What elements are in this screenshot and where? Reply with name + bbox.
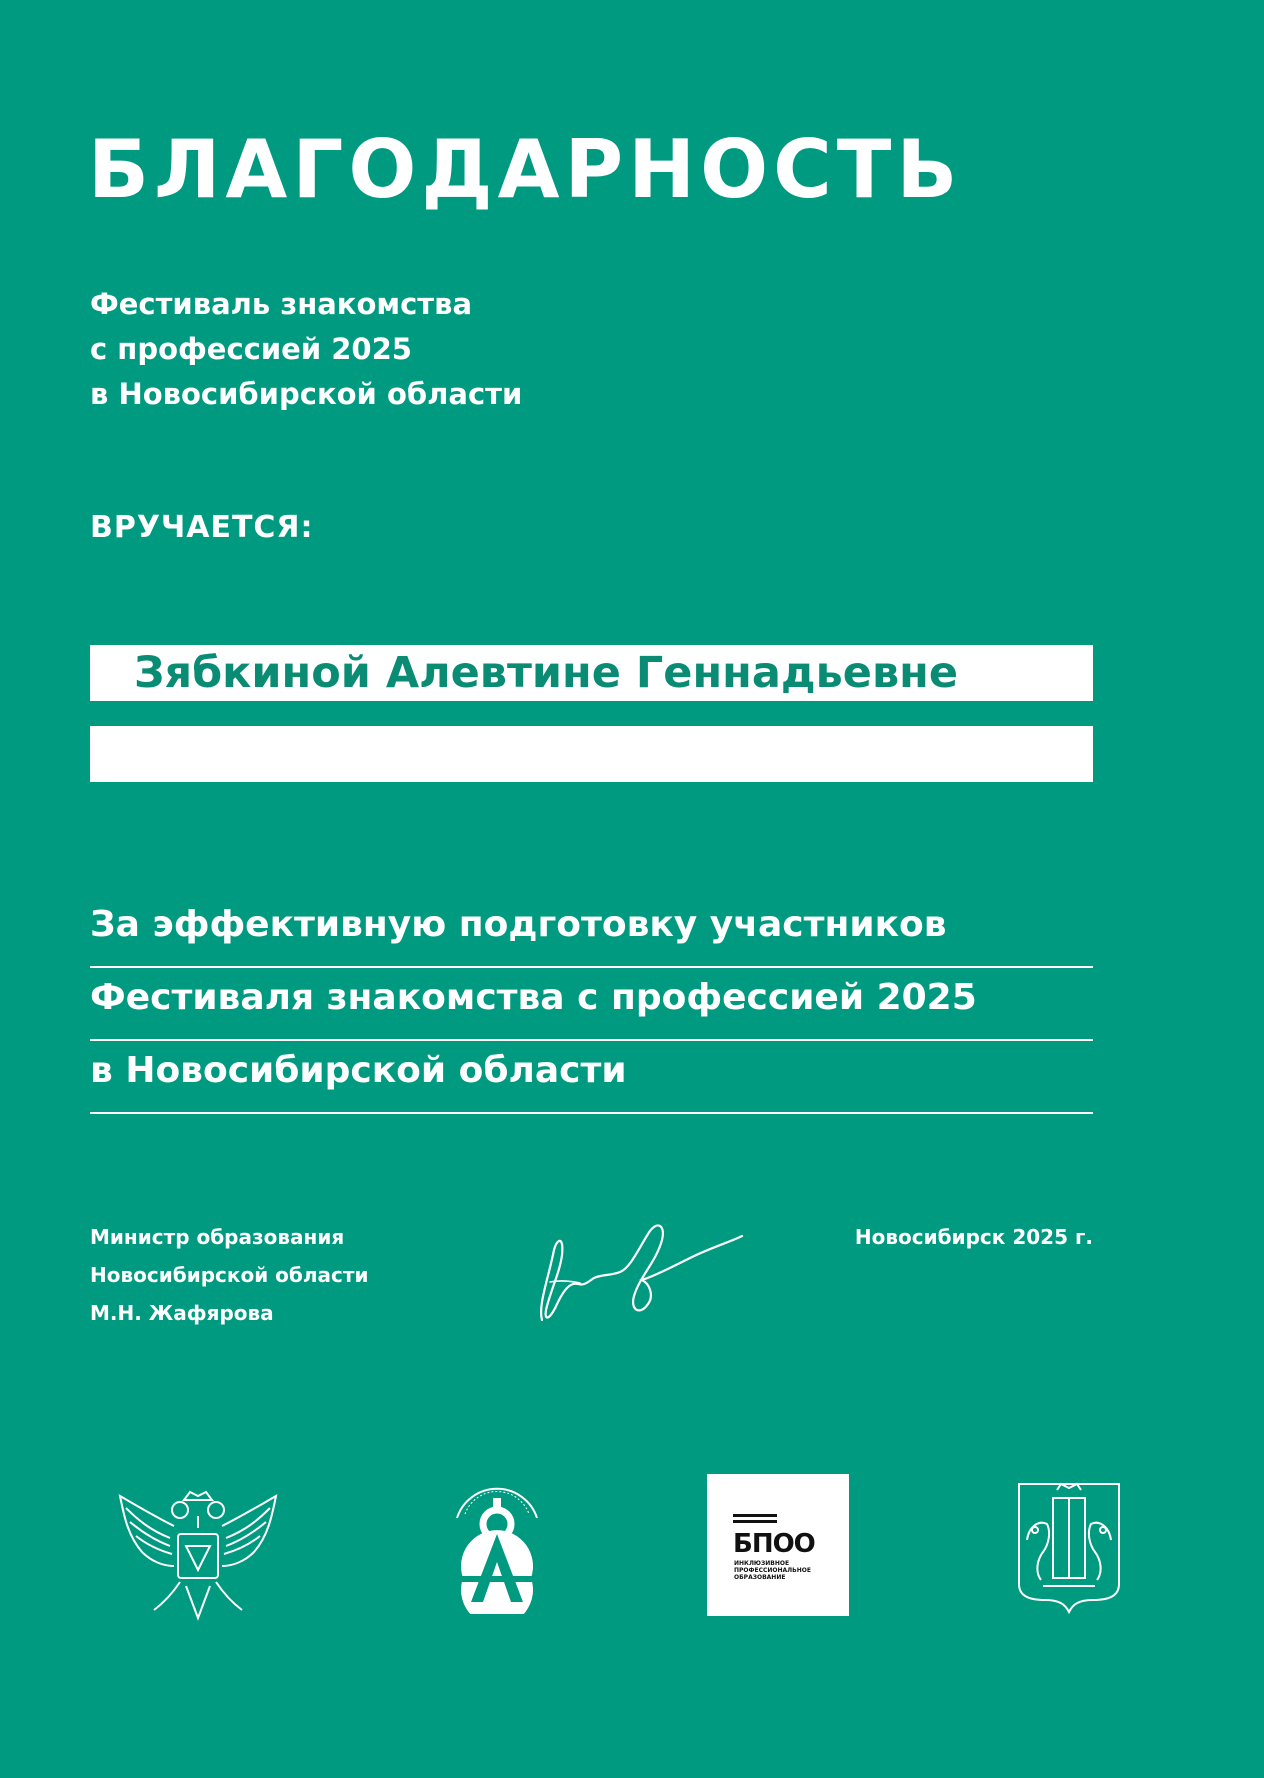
subtitle-line: с профессией 2025	[90, 332, 412, 366]
signatory-line: Министр образования	[90, 1225, 345, 1249]
bpoo-name: БПОО	[733, 1529, 815, 1559]
document-title: БЛАГОДАРНОСТЬ	[88, 123, 963, 216]
reason-line: в Новосибирской области	[90, 1041, 1093, 1114]
ministry-eagle-emblem-icon	[114, 1486, 282, 1626]
bpoo-logo	[707, 1474, 849, 1616]
festival-compass-logo-icon	[447, 1478, 547, 1614]
reason-line: За эффективную подготовку участников	[90, 895, 1093, 968]
bpoo-subtitle	[734, 1560, 811, 1581]
signatory-name: М.Н. Жафярова	[90, 1301, 274, 1325]
signature-icon	[530, 1210, 750, 1330]
bpoo-subtitle-line: ПРОФЕССИОНАЛЬНОЕ	[734, 1567, 811, 1574]
subtitle-line: в Новосибирской области	[90, 377, 523, 411]
awarded-label: ВРУЧАЕТСЯ:	[90, 510, 314, 545]
award-reason	[90, 895, 1093, 1114]
bpoo-subtitle-line: ИНКЛЮЗИВНОЕ	[734, 1560, 790, 1567]
signatory-block	[90, 1218, 369, 1332]
subtitle-line: Фестиваль знакомства	[90, 287, 473, 321]
novosibirsk-coat-of-arms-icon	[1013, 1480, 1125, 1614]
event-subtitle	[90, 282, 522, 417]
bpoo-bars-icon	[733, 1514, 777, 1526]
signatory-line: Новосибирской области	[90, 1263, 369, 1287]
place-date: Новосибирск 2025 г.	[854, 1225, 1093, 1249]
bpoo-subtitle-line: ОБРАЗОВАНИЕ	[734, 1574, 786, 1581]
recipient-name: Зябкиной Алевтине Геннадьевне	[90, 645, 1093, 701]
recipient-blank-line	[90, 726, 1093, 782]
reason-line: Фестиваля знакомства с профессией 2025	[90, 968, 1093, 1041]
